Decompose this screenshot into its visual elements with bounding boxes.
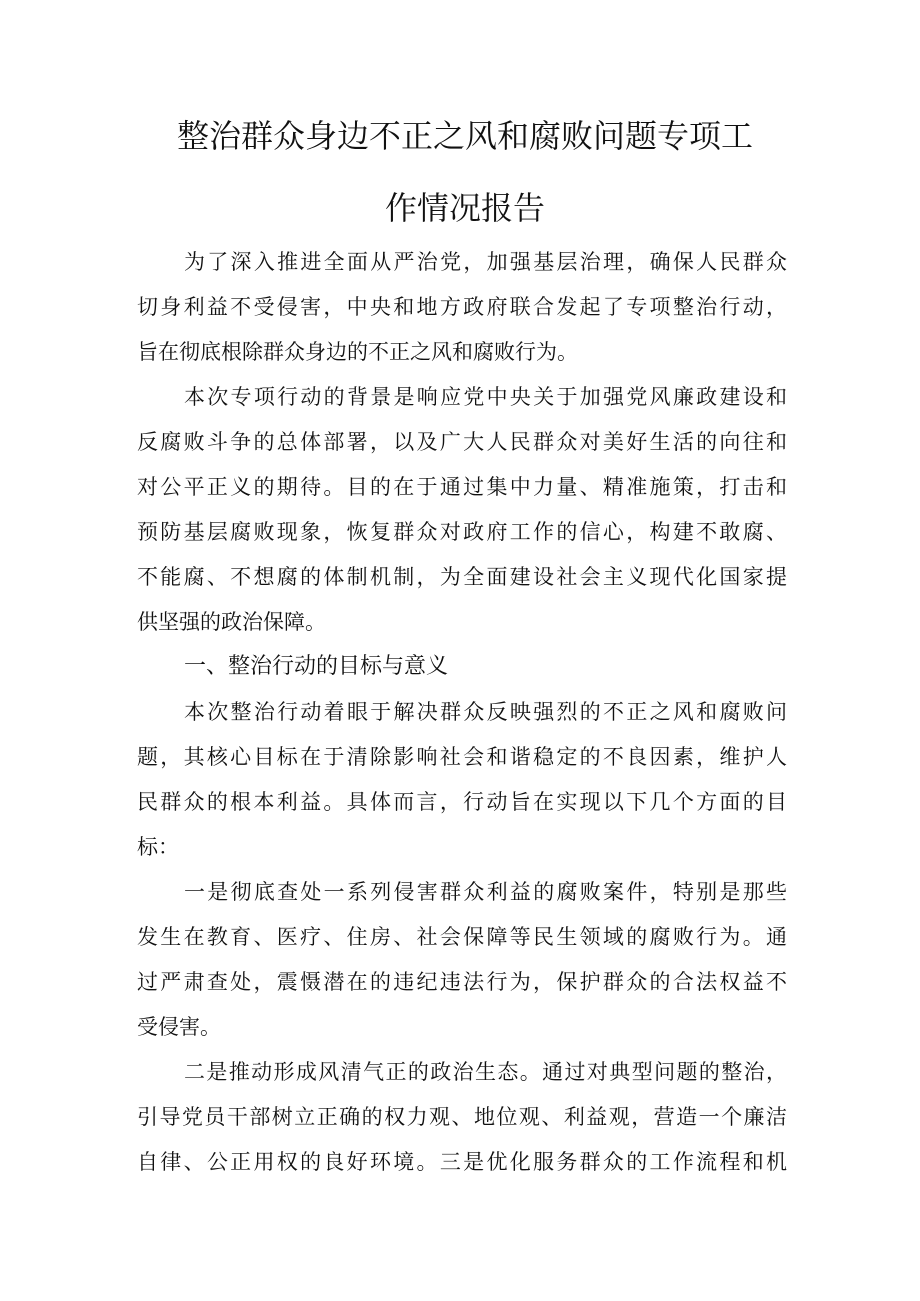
document-title-line-2: 作情况报告	[384, 189, 545, 227]
document-title-line-1: 整治群众身边不正之风和腐败问题专项工	[176, 117, 753, 155]
text-line: 本次专项行动的背景是响应党中央关于加强党风廉政建设和	[184, 385, 787, 409]
text-line: 民群众的根本利益。具体而言，行动旨在实现以下几个方面的目	[137, 790, 787, 814]
text-line: 受侵害。	[137, 1015, 221, 1039]
text-line: 不能腐、不想腐的体制机制，为全面建设社会主义现代化国家提	[137, 565, 787, 589]
text-line: 引导党员干部树立正确的权力观、地位观、利益观，营造一个廉洁	[137, 1105, 787, 1129]
text-line: 本次整治行动着眼于解决群众反映强烈的不正之风和腐败问	[184, 700, 787, 724]
text-line: 反腐败斗争的总体部署，以及广大人民群众对美好生活的向往和	[137, 430, 787, 454]
text-line: 标：	[137, 835, 179, 859]
text-line: 题，其核心目标在于清除影响社会和谐稳定的不良因素，维护人	[137, 745, 787, 769]
text-line: 对公平正义的期待。目的在于通过集中力量、精准施策，打击和	[137, 475, 787, 499]
text-line: 为了深入推进全面从严治党，加强基层治理，确保人民群众	[184, 250, 787, 274]
text-line: 供坚强的政治保障。	[137, 610, 326, 634]
text-line: 切身利益不受侵害，中央和地方政府联合发起了专项整治行动，	[137, 295, 787, 319]
text-line: 过严肃查处，震慑潜在的违纪违法行为，保护群众的合法权益不	[137, 970, 787, 994]
text-line: 自律、公正用权的良好环境。三是优化服务群众的工作流程和机	[137, 1150, 787, 1174]
text-line: 二是推动形成风清气正的政治生态。通过对典型问题的整治，	[184, 1060, 787, 1084]
text-line: 一是彻底查处一系列侵害群众利益的腐败案件，特别是那些	[184, 880, 787, 904]
text-line: 预防基层腐败现象，恢复群众对政府工作的信心，构建不敢腐、	[137, 520, 787, 544]
section-heading: 一、整治行动的目标与意义	[184, 654, 449, 679]
text-line: 旨在彻底根除群众身边的不正之风和腐败行为。	[137, 340, 578, 364]
text-line: 发生在教育、医疗、住房、社会保障等民生领域的腐败行为。通	[137, 925, 787, 949]
